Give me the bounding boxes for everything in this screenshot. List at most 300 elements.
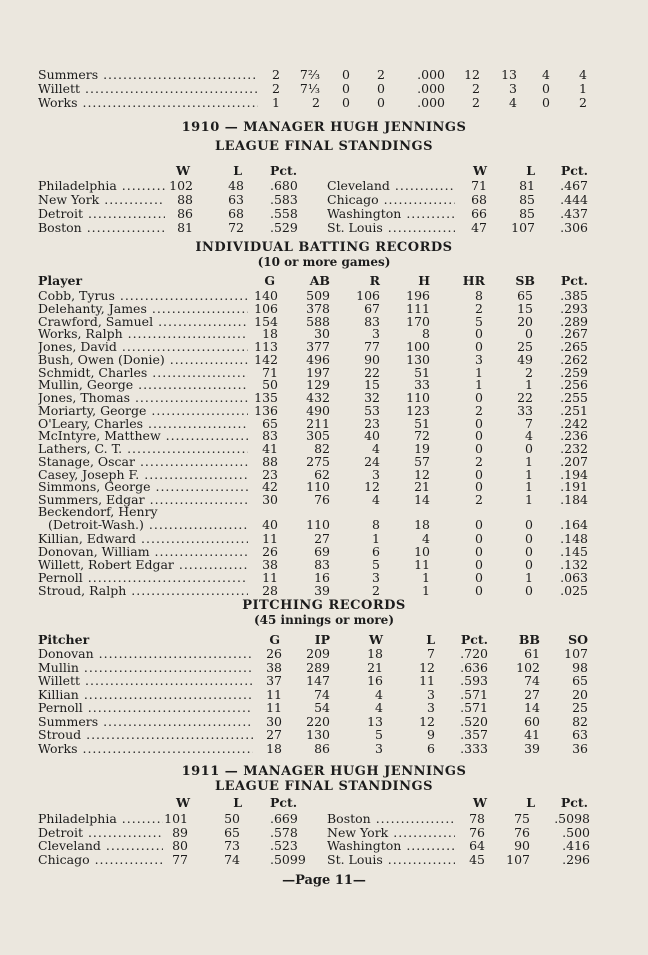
cell: 75 [514,811,530,826]
standings-header [0,163,648,178]
cell: 129 [306,377,330,393]
cell: 19 [414,441,430,456]
cell: .267 [560,326,588,342]
pitcher-name: Works ..... [38,95,258,110]
pitcher-name: Stroud ..... [38,727,253,742]
cell: 1 [525,569,533,585]
player-name: Bush, Owen (Donie) ..... [38,352,248,367]
standings-row [0,220,648,235]
cell: 0 [475,479,483,495]
cell: 0 [342,95,350,110]
cell: 61 [524,646,540,661]
cell: .000 [417,95,445,110]
cell: 0 [525,556,533,572]
cell: 0 [542,81,550,96]
batting-header [0,273,648,288]
cell: 4 [509,95,517,110]
cell: 1 [525,453,533,469]
cell: 8 [475,288,483,303]
cell: 0 [475,339,483,354]
cell: 211 [306,415,330,431]
team-name: Washington ..... [327,838,455,853]
cell: 220 [306,713,330,729]
cell: 11 [266,700,282,715]
cell: 1 [525,466,533,482]
cell: .669 [270,811,298,826]
cell: 20 [572,686,588,702]
player-name: Summers, Edgar ..... [38,492,248,507]
team-name: Philadelphia ..... [38,178,165,193]
cell: 7⅔ [299,67,320,82]
cell: 3 [372,326,380,342]
cell: 1 [422,582,430,598]
cell: .184 [560,492,588,507]
cell: 15 [364,377,380,393]
cell: 0 [475,466,483,482]
batting-row [0,583,648,598]
pitcher-name: Willett ..... [38,673,253,688]
header-pct: Pct. [560,273,588,288]
player-name: Mullin, George ..... [38,377,248,392]
header-w: W [368,632,383,647]
standings-header-1911 [0,795,648,810]
cell: 2 [475,402,483,418]
cell: 88 [262,453,278,469]
cell: .720 [460,646,488,661]
cell: 7 [525,415,533,431]
cell: 305 [306,428,330,444]
header-l: L [233,795,242,810]
player-name: Moriarty, George ..... [38,403,248,418]
header-pct: Pct. [560,163,588,178]
player-team-note: (Detroit-Wash.) ..... [48,517,248,532]
team-name: Detroit ..... [38,206,165,221]
cell: 3 [475,351,483,367]
cell: 39 [524,740,540,756]
team-name: New York ..... [327,825,455,840]
cell: 86 [314,740,330,756]
section-subtitle-1911: LEAGUE FINAL STANDINGS [214,779,433,794]
cell: 11 [266,686,282,702]
cell: 0 [525,543,533,559]
cell: .251 [560,402,588,418]
cell: .5098 [554,811,590,826]
cell: 0 [475,556,483,572]
cell: 106 [254,300,278,316]
cell: .529 [270,220,298,235]
cell: 0 [475,441,483,456]
pitcher-name: Summers ..... [38,714,253,729]
cell: 7 [427,646,435,661]
cell: 48 [228,178,244,193]
cell: 64 [469,838,485,853]
cell: 1 [372,531,380,546]
cell: 2 [372,582,380,598]
cell: 68 [228,206,244,221]
cell: 2 [312,95,320,110]
cell: 14 [414,492,430,507]
cell: 81 [177,220,193,235]
cell: 90 [514,838,530,853]
cell: 82 [314,441,330,456]
cell: 1 [579,81,587,96]
cell: 8 [372,517,380,532]
header-pct: Pct. [270,795,298,810]
player-name: Delehanty, James ..... [38,301,248,316]
cell: 30 [314,326,330,342]
cell: 54 [314,700,330,715]
cell: 0 [475,569,483,585]
player-name: Jones, David ..... [38,339,248,354]
cell: 8 [422,326,430,342]
cell: .500 [562,824,590,840]
header-l: L [426,632,435,647]
cell: 136 [254,402,278,418]
standings-row [0,206,648,221]
cell: .236 [560,428,588,444]
cell: 0 [542,95,550,110]
batting-row-beckendorf-2 [0,517,648,532]
cell: 3 [375,740,383,756]
cell: 0 [525,517,533,532]
section-title-1911: 1911 — MANAGER HUGH JENNINGS [181,764,467,779]
cell: 11 [262,569,278,585]
pitcher-name: Mullin ..... [38,660,253,675]
cell: 110 [406,390,430,405]
cell: 2 [525,364,533,380]
cell: .467 [560,178,588,193]
team-name: Chicago ..... [327,192,455,207]
cell: 106 [356,288,380,303]
cell: 209 [306,646,330,661]
header-l: L [526,795,535,810]
cell: 10 [414,543,430,559]
cell: 0 [475,415,483,431]
player-name: Beckendorf, Henry [38,504,158,519]
pitching-row [0,741,648,756]
cell: 37 [266,673,282,688]
player-name: O'Leary, Charles ..... [38,416,248,431]
cell: 5 [375,727,383,742]
cell: 154 [254,313,278,329]
cell: 73 [224,838,240,853]
header-hr: HR [462,273,485,288]
cell: 26 [266,646,282,661]
cell: 0 [525,531,533,546]
cell: 18 [414,517,430,532]
cell: 110 [306,517,330,532]
cell: 0 [475,428,483,444]
cell: 289 [306,659,330,675]
cell: 490 [306,402,330,418]
cell: 1 [475,364,483,380]
cell: 50 [224,811,240,826]
cell: 98 [572,659,588,675]
cell: 6 [427,740,435,756]
header-bb: BB [518,632,540,647]
cell: 3 [427,700,435,715]
cell: 27 [314,531,330,546]
cell: .416 [562,838,590,853]
cell: .207 [560,453,588,469]
cell: 77 [364,339,380,354]
cell: 12 [414,466,430,482]
player-name: Stanage, Oscar ..... [38,454,248,469]
cell: 68 [471,192,487,207]
cell: 89 [172,824,188,840]
cell: 71 [262,364,278,380]
cell: 0 [525,441,533,456]
cell: 7⅓ [299,81,320,96]
section-title-1910: 1910 — MANAGER HUGH JENNINGS [181,120,467,135]
team-name: Chicago ..... [38,852,163,867]
header-l: L [233,163,242,178]
cell: 4 [372,492,380,507]
cell: 38 [262,556,278,572]
cell: 100 [406,339,430,354]
cell: 4 [525,428,533,444]
cell: 57 [414,453,430,469]
cell: 65 [262,415,278,431]
team-name: St. Louis ..... [327,220,455,235]
cell: .255 [560,390,588,405]
cell: 196 [406,288,430,303]
player-name: Lathers, C. T. ..... [38,441,248,456]
player-name: Pernoll ..... [38,570,248,585]
cell: 13 [367,713,383,729]
cell: .025 [560,582,588,598]
player-name: Schmidt, Charles ..... [38,365,248,380]
cell: 36 [572,740,588,756]
standings-row [0,178,648,193]
cell: 72 [414,428,430,444]
cell: 4 [422,531,430,546]
cell: 80 [172,838,188,853]
player-name: Simmons, George ..... [38,479,248,494]
cell: 102 [516,659,540,675]
cell: 33 [517,402,533,418]
cell: 12 [464,67,480,82]
cell: 21 [367,659,383,675]
cell: .242 [560,415,588,431]
cell: 588 [306,313,330,329]
cell: 83 [364,313,380,329]
cell: .194 [560,466,588,482]
cell: .293 [560,300,588,316]
cell: 142 [254,351,278,367]
cell: 40 [364,428,380,444]
cell: 2 [377,67,385,82]
cell: 83 [262,428,278,444]
cell: .357 [460,727,488,742]
cell: .145 [560,543,588,559]
cell: .256 [560,377,588,393]
header-h: H [418,273,430,288]
cell: 107 [506,851,530,867]
cell: 9 [427,727,435,742]
cell: 16 [314,569,330,585]
cell: 66 [471,206,487,221]
cell: 23 [364,415,380,431]
cell: 0 [475,326,483,342]
cell: 69 [314,543,330,559]
cell: .636 [460,659,488,675]
cell: 25 [517,339,533,354]
cell: 377 [306,339,330,354]
team-name: Washington ..... [327,206,455,221]
cell: 2 [272,81,280,96]
cell: 2 [475,300,483,316]
cell: 23 [262,466,278,482]
player-name: Crawford, Samuel ..... [38,314,248,329]
cell: 135 [254,390,278,405]
cell: 76 [514,824,530,840]
cell: 28 [262,582,278,598]
cell: 3 [427,686,435,702]
cell: 50 [262,377,278,393]
header-pitcher: Pitcher [38,632,90,647]
cell: .520 [460,713,488,729]
section-subtitle-1910: LEAGUE FINAL STANDINGS [214,139,433,154]
cell: 86 [177,206,193,221]
cell: 18 [367,646,383,661]
header-w: W [472,795,487,810]
cell: 30 [262,492,278,507]
cell: 26 [262,543,278,559]
cell: .232 [560,441,588,456]
cell: .164 [560,517,588,532]
cell: 13 [501,67,517,82]
cell: 1 [525,479,533,495]
cell: .578 [270,824,298,840]
cell: 18 [266,740,282,756]
cell: .296 [562,851,590,867]
cell: .289 [560,313,588,329]
cell: 53 [364,402,380,418]
team-name: St. Louis ..... [327,852,455,867]
team-name: New York ..... [38,192,165,207]
cell: 39 [314,582,330,598]
cell: 51 [414,364,430,380]
cell: 67 [364,300,380,316]
pitching-subtitle: (45 innings or more) [253,613,394,627]
cell: 33 [414,377,430,393]
cell: .191 [560,479,588,495]
cell: .000 [417,81,445,96]
pitcher-name: Pernoll ..... [38,700,253,715]
cell: 41 [524,727,540,742]
cell: 102 [169,178,193,193]
header-w: W [175,795,190,810]
cell: 0 [525,326,533,342]
cell: .265 [560,339,588,354]
cell: 5 [475,313,483,329]
cell: 40 [262,517,278,532]
cell: .306 [560,220,588,235]
pitching-title: PITCHING RECORDS [242,598,406,613]
cell: 4 [372,441,380,456]
cell: 4 [375,686,383,702]
cell: 51 [414,415,430,431]
cell: 81 [519,178,535,193]
cell: 65 [572,673,588,688]
pitcher-name: Willett ..... [38,81,258,96]
cell: .333 [460,740,488,756]
cell: 2 [472,95,480,110]
cell: 74 [524,673,540,688]
player-name: Killian, Edward ..... [38,531,248,546]
cell: 2 [472,81,480,96]
team-name: Philadelphia ..... [38,811,163,826]
cell: 78 [469,811,485,826]
header-w: W [175,163,190,178]
cell: 113 [254,339,278,354]
batting-title: INDIVIDUAL BATTING RECORDS [195,240,453,255]
cell: 4 [375,700,383,715]
cell: 27 [524,686,540,702]
cell: 82 [572,713,588,729]
cell: .132 [560,556,588,572]
cell: 27 [266,727,282,742]
team-name: Boston ..... [38,220,165,235]
cell: 432 [306,390,330,405]
cell: 21 [414,479,430,495]
header-l: L [526,163,535,178]
cell: 76 [469,824,485,840]
cell: 14 [524,700,540,715]
header-so: SO [568,632,588,647]
cell: .5099 [270,851,306,867]
cell: 25 [572,700,588,715]
cell: 110 [306,479,330,495]
pitcher-name: Works ..... [38,741,253,756]
cell: 107 [564,646,588,661]
pitcher-row [0,81,648,96]
cell: 3 [372,466,380,482]
cell: 0 [377,95,385,110]
cell: .523 [270,838,298,853]
cell: 11 [262,531,278,546]
cell: 18 [262,326,278,342]
player-name: Donovan, William ..... [38,544,248,559]
cell: 74 [224,851,240,867]
cell: 0 [342,67,350,82]
cell: 147 [306,673,330,688]
header-pct: Pct. [560,795,588,810]
cell: .385 [560,288,588,303]
cell: 0 [475,582,483,598]
player-name: Willett, Robert Edgar ..... [38,557,248,572]
cell: .437 [560,206,588,221]
cell: 45 [469,851,485,867]
team-name: Cleveland ..... [327,178,455,193]
cell: 77 [172,851,188,867]
cell: 4 [579,67,587,82]
cell: 42 [262,479,278,495]
cell: 1 [525,377,533,393]
cell: 140 [254,288,278,303]
cell: 85 [519,206,535,221]
cell: 1 [525,492,533,507]
cell: 63 [572,727,588,742]
header-g: G [264,273,275,288]
cell: 2 [475,453,483,469]
cell: 101 [164,811,188,826]
cell: .558 [270,206,298,221]
team-name: Boston ..... [327,811,455,826]
cell: 0 [475,531,483,546]
header-w: W [472,163,487,178]
